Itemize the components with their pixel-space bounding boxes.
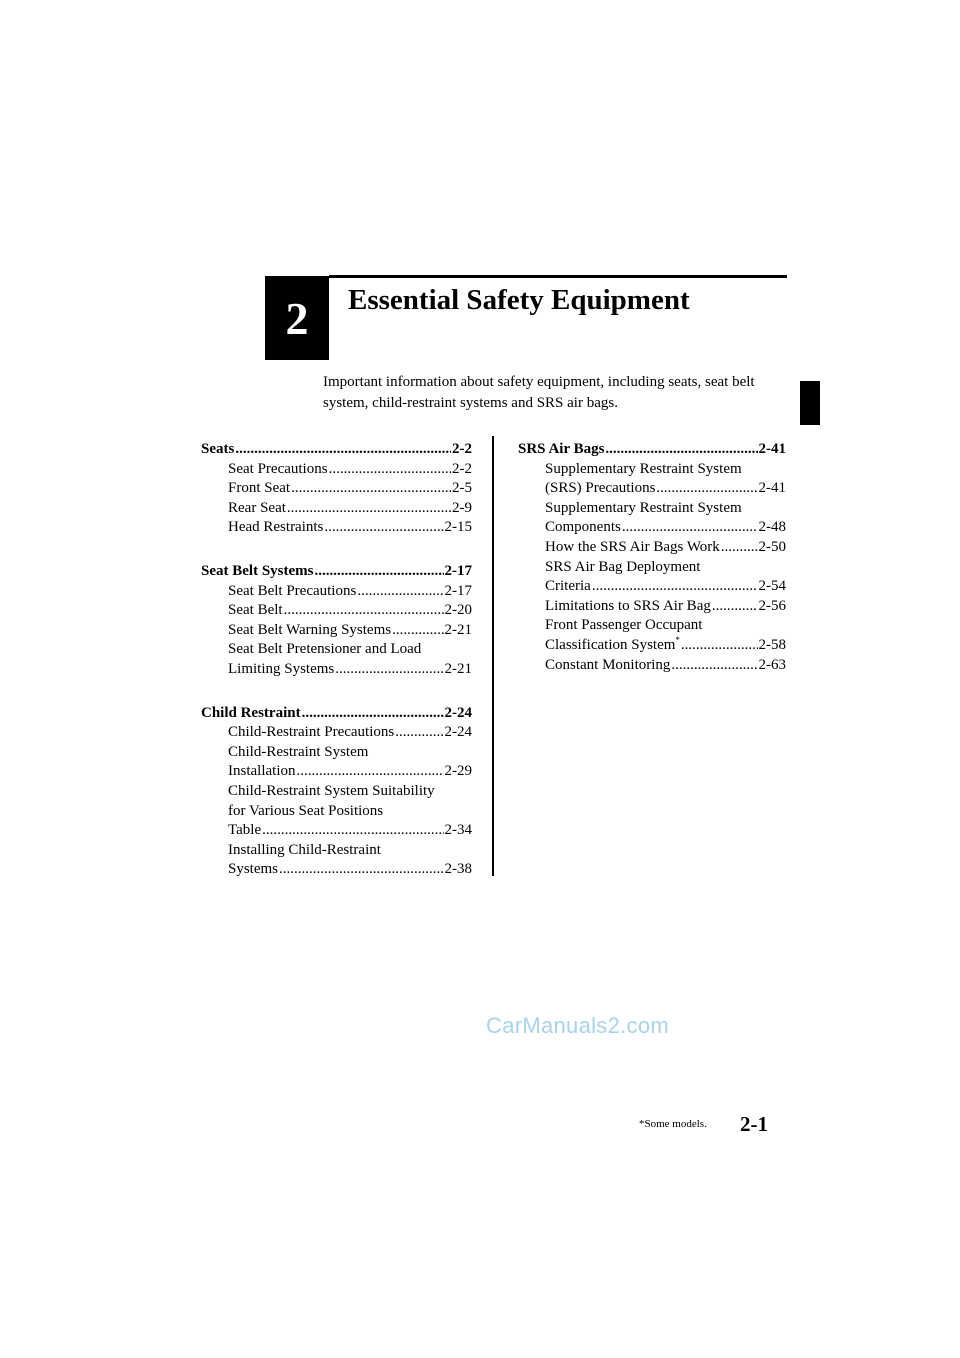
toc-entry-text: Rear Seat [228,499,286,516]
toc-entry-multiline[interactable] [201,743,472,782]
toc-entry-text: Limitations to SRS Air Bag [545,597,711,614]
toc-heading-seat-belt[interactable] [201,562,472,582]
toc-entry-text: Installation [228,763,296,780]
toc-entry-text: Constant Monitoring [545,656,671,673]
toc-entry-page: 2-63 [758,656,786,673]
toc-entry-text: Seat Belt Warning Systems [228,621,392,638]
toc-entry-page: 2-58 [758,636,786,653]
toc-entry-page: 2-48 [758,519,786,536]
toc-entry-page: 2-5 [452,480,472,497]
toc-column-left [201,440,472,904]
toc-section-srs-air-bags [518,440,786,675]
footnote: *Some models. [639,1118,707,1130]
chapter-number-box: 2 [265,276,329,360]
toc-entry-text-line: Child-Restraint System Suitability [228,782,435,799]
title-rule [329,275,787,278]
toc-entry-text: Seat Belt Precautions [228,582,357,599]
toc-entry[interactable] [201,518,472,538]
toc-entry-page: 2-21 [444,660,472,677]
toc-heading-page: 2-2 [452,441,472,457]
toc-entry-multiline[interactable] [518,499,786,538]
toc-entry-page: 2-38 [444,861,472,878]
toc-entry-page: 2-15 [444,519,472,536]
toc-column-right [518,440,786,699]
toc-entry-page: 2-34 [444,822,472,839]
toc-entry-text-line: Child-Restraint System [228,743,369,760]
toc-entry-multiline[interactable] [201,782,472,841]
toc-entry-text-line: SRS Air Bag Deployment [545,558,701,575]
toc-entry-text: Criteria [545,578,591,595]
chapter-intro: Important information about safety equipment, including seats, seat belt system, child-restraint systems and SRS air bags. [323,374,755,411]
toc-entry-multiline[interactable] [201,640,472,679]
chapter-title: Essential Safety Equipment [348,284,690,316]
toc-entry-multiline[interactable] [518,616,786,655]
toc-entry-multiline[interactable] [518,460,786,499]
toc-section-child-restraint [201,704,472,880]
toc-entry-text-line: Front Passenger Occupant [545,617,703,634]
toc-entry-text: How the SRS Air Bags Work [545,538,720,555]
toc-entry-text: (SRS) Precautions [545,480,656,497]
toc-entry-text-line: for Various Seat Positions [228,802,384,819]
toc-entry[interactable] [201,621,472,641]
toc-entry-page: 2-21 [444,621,472,638]
toc-section-seat-belt [201,562,472,680]
toc-entry-multiline[interactable] [201,841,472,880]
toc-entry-text: Seat Belt [228,602,283,619]
toc-entry-text: Systems [228,861,279,878]
toc-heading-text: Seats [201,441,235,457]
toc-entry-page: 2-41 [758,480,786,497]
watermark: CarManuals2.com [486,1013,670,1038]
toc-entry[interactable] [201,499,472,519]
toc-entry-page: 2-9 [452,499,472,516]
toc-entry-page: 2-17 [444,582,472,599]
toc-entry-page: 2-50 [758,538,786,555]
toc-entry-text-line: Seat Belt Pretensioner and Load [228,641,422,658]
toc-entry-page: 2-2 [452,460,472,477]
toc-entry-page: 2-20 [444,602,472,619]
toc-section-seats [201,440,472,538]
toc-heading-text: SRS Air Bags [518,441,605,457]
toc-entry-text: Table [228,822,262,839]
toc-entry-text: Classification System [545,636,676,653]
toc-entry-text: Seat Precautions [228,460,328,477]
toc-entry[interactable] [518,656,786,676]
toc-entry-text-line: Supplementary Restraint System [545,460,742,477]
toc-entry-page: 2-24 [444,724,472,741]
toc-entry-text-line: Supplementary Restraint System [545,499,742,516]
toc-entry-text: Limiting Systems [228,660,335,677]
toc-heading-child-restraint[interactable] [201,704,472,724]
toc-entry[interactable] [518,538,786,558]
toc-entry-text: Child-Restraint Precautions [228,724,395,741]
toc-heading-srs-air-bags[interactable] [518,440,786,460]
chapter-side-tab [800,381,820,425]
toc-entry[interactable] [201,582,472,602]
some-models-marker: * [675,634,680,645]
column-divider [492,436,494,876]
toc-entry[interactable] [201,460,472,480]
toc-heading-text: Seat Belt Systems [201,562,314,579]
toc-entry-text: Components [545,519,621,536]
toc-entry-text: Front Seat [228,480,291,497]
toc-entry-page: 2-29 [444,763,472,780]
toc-heading-text: Child Restraint [201,704,301,721]
toc-entry[interactable] [201,601,472,621]
toc-entry-text-line: Installing Child-Restraint [228,841,381,858]
toc-heading-page: 2-41 [758,441,786,457]
toc-heading-page: 2-17 [444,562,472,579]
toc-entry-page: 2-56 [758,597,786,614]
toc-heading-seats[interactable] [201,440,472,460]
toc-entry-page: 2-54 [758,578,786,595]
toc-entry-text: Head Restraints [228,519,324,536]
toc-entry[interactable] [201,723,472,743]
page-number: 2-1 [740,1112,768,1136]
toc-entry-multiline[interactable] [518,558,786,597]
toc-heading-page: 2-24 [444,704,472,721]
toc-entry[interactable] [201,479,472,499]
toc-entry[interactable] [518,597,786,617]
